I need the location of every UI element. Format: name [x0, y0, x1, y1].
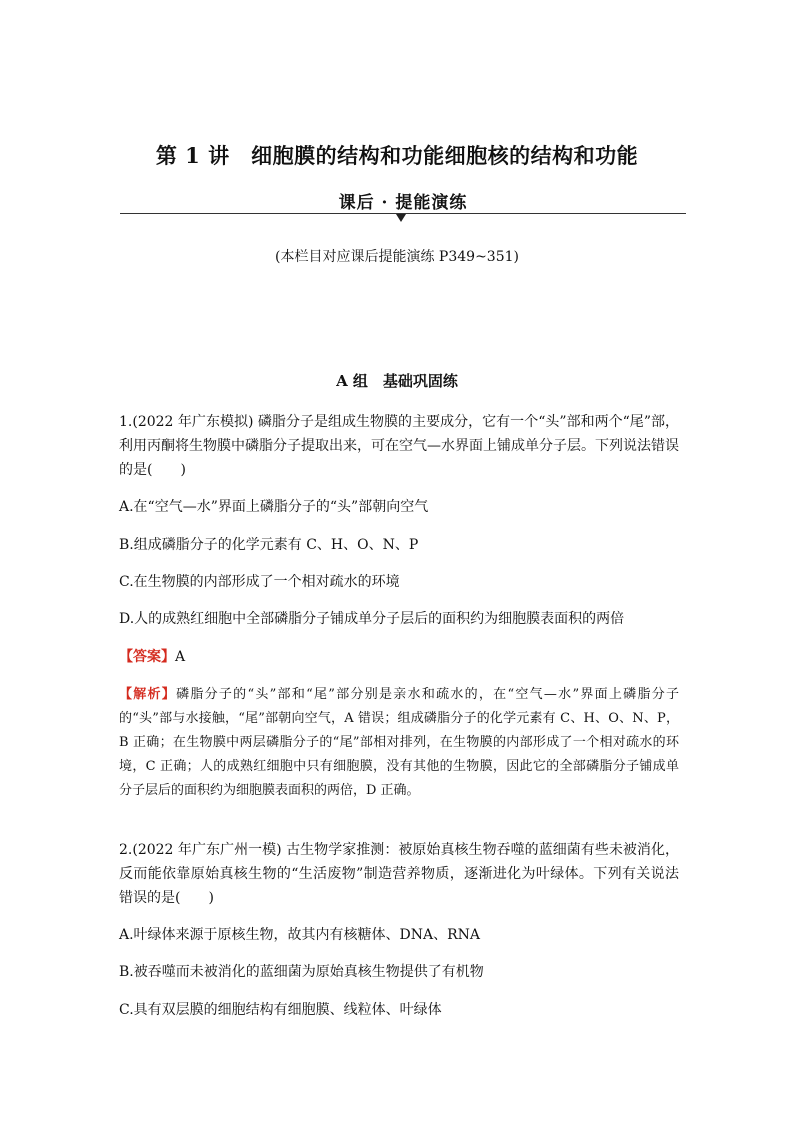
question-2-option-b: B.被吞噬而未被消化的蓝细菌为原始真核生物提供了有机物	[119, 964, 484, 980]
source-note: (本栏目对应课后提能演练 P349~351)	[275, 249, 519, 265]
question-2-stem: 2.(2022 年广东广州一模) 古生物学家推测：被原始真核生物吞噬的蓝细菌有些未被消化，反而能依靠原始真核生物的“生活废物”制造营养物质，逐渐进化为叶绿体。下列有关说法错误的是( )	[119, 842, 679, 906]
page-title: 第 1 讲 细胞膜的结构和功能细胞核的结构和功能	[155, 143, 639, 168]
question-1-option-d: D.人的成熟红细胞中全部磷脂分子铺成单分子层后的面积约为细胞膜表面积的两倍	[119, 611, 625, 627]
answer-value: A	[175, 649, 186, 665]
question-1-option-c: C.在生物膜的内部形成了一个相对疏水的环境	[119, 574, 400, 590]
section-banner-label: 课后 · 提能演练	[338, 193, 468, 213]
question-1-answer	[119, 645, 679, 669]
analysis-tag: 【解析】	[119, 687, 177, 702]
question-2-option-a: A.叶绿体来源于原核生物，故其内有核糖体、DNA、RNA	[119, 927, 481, 943]
triangle-marker-icon	[396, 214, 406, 222]
answer-tag: 【答案】	[119, 649, 175, 665]
group-title: A 组 基础巩固练	[336, 372, 458, 390]
question-2-option-c: C.具有双层膜的细胞结构有细胞膜、线粒体、叶绿体	[119, 1002, 442, 1018]
question-1-analysis	[119, 683, 679, 803]
question-1-option-a: A.在“空气—水”界面上磷脂分子的“头”部朝向空气	[119, 499, 429, 515]
analysis-text: 磷脂分子的“头”部和“尾”部分别是亲水和疏水的，在“空气—水”界面上磷脂分子的“头”部与水接触，“尾”部朝向空气，A 错误；组成磷脂分子的化学元素有 C、H、O、N、P，B 正确；在生物膜中两层磷脂分子的“尾”部相对排列，在生物膜的内部形成了一个相对疏水的环境，C 正确；人的成熟红细胞中只有细胞膜，没有其他的生物膜，因此它的全部磷脂分子铺成单分子层后的面积约为细胞膜表面积的两倍，D 正确。	[119, 687, 679, 798]
question-1-stem: 1.(2022 年广东模拟) 磷脂分子是组成生物膜的主要成分，它有一个“头”部和两个“尾”部，利用丙酮将生物膜中磷脂分子提取出来，可在空气—水界面上铺成单分子层。下列说法错误的是( )	[119, 414, 679, 478]
section-banner	[120, 188, 686, 224]
question-1-option-b: B.组成磷脂分子的化学元素有 C、H、O、N、P	[119, 537, 419, 553]
